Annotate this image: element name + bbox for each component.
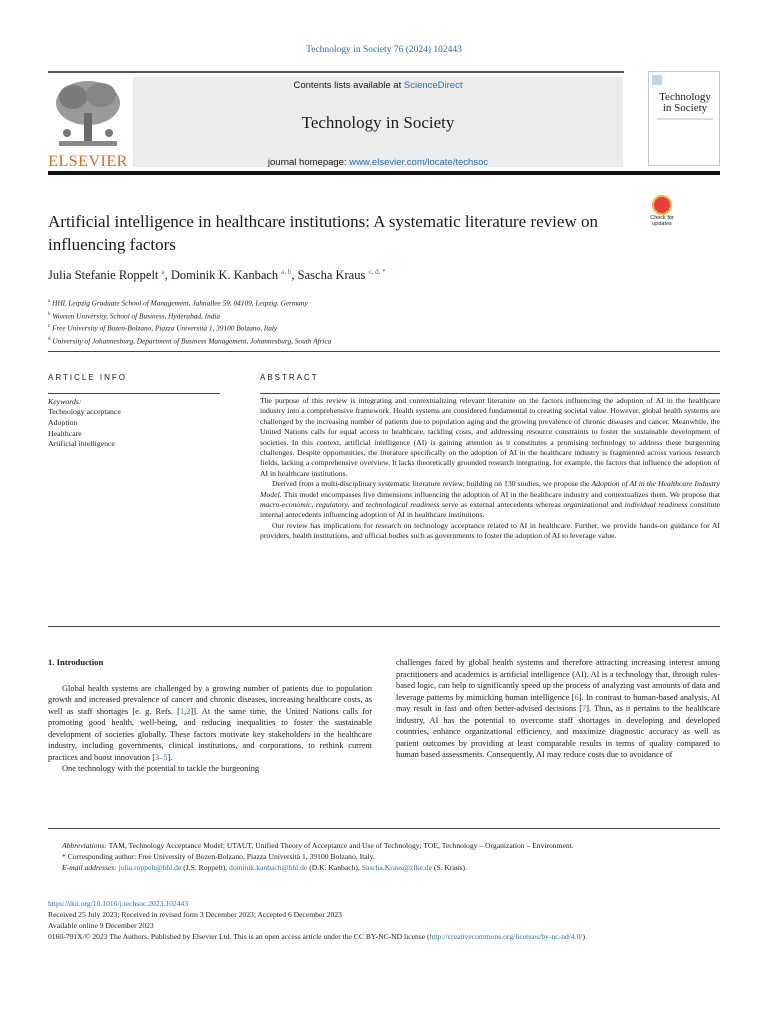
divider: [48, 626, 720, 627]
email-footnote: [48, 862, 720, 873]
affiliation-text: Woxsen University, School of Business, Hyderabad, India: [52, 311, 221, 321]
text-run: ]]. At the same time, the United Nations calls for promoting good health, well-being, and reducing inequalities to foster the sustainable development of societies globally. These factors motivate key stakeholders in the healthcare industry, including governments, clinical institutions, and corporations, to rethink current practices and boost innovation [: [48, 706, 372, 762]
cover-title-line2: in Society: [662, 102, 708, 114]
homepage-link[interactable]: www.elsevier.com/locate/techsoc: [349, 157, 489, 168]
affiliation: [48, 296, 708, 309]
text-run: constitute internal antecedents influencing adoption of AI in healthcare institutions.: [260, 500, 721, 520]
email-owner: (S. Kraus).: [431, 863, 467, 872]
sciencedirect-link[interactable]: ScienceDirect: [403, 80, 463, 91]
received-dates: Received 25 July 2023; Received in revised form 3 December 2023; Accepted 6 December 2023: [48, 910, 342, 919]
reference-link[interactable]: 2: [186, 706, 191, 716]
affiliation-sup: b: [48, 311, 51, 317]
publisher-wordmark: ELSEVIER: [48, 153, 128, 170]
affiliation: [48, 334, 708, 347]
reference-link[interactable]: 7: [582, 704, 587, 713]
emphasis: individual readiness: [624, 500, 688, 510]
text-run: ,: [184, 706, 187, 716]
keyword: Healthcare: [48, 428, 82, 438]
cover-title-line1: Technology: [659, 91, 711, 103]
text-run: and: [349, 500, 366, 510]
author-affil-sup[interactable]: a, b: [281, 268, 292, 276]
article-info-heading: ARTICLE INFO: [48, 373, 127, 382]
divider: [48, 351, 720, 352]
contents-line: [133, 80, 623, 91]
affiliations: [48, 296, 708, 347]
affiliation-text: Free University of Bozen-Bolzano, Piazza Università 1, 39100 Bolzano, Italy: [52, 323, 278, 333]
available-online: Available online 9 December 2023: [48, 921, 154, 930]
keyword: Adoption: [48, 417, 78, 427]
text-run: ]. Thus, as it pertains to the healthcare industry, AI has the potential to overcome staff shortages in developing and developed countries, enhance organizational efficiency, and maximize diagnostic accuracy as well as patient outcomes by providing at least comparable results in terms of quality compared to human based assessments. Consequently, AI may reduce costs due to avoidance of: [396, 704, 720, 759]
body-paragraph: One technology with the potential to tackle the burgeoning: [62, 764, 260, 773]
affiliation: [48, 321, 708, 334]
reference-link[interactable]: 3–5: [155, 752, 168, 762]
author-affil-sup[interactable]: c, d, *: [368, 268, 386, 276]
corresponding-author-footnote: * Corresponding author: Free University of Bozen-Bolzano, Piazza Università 1, 39100 Bolzano, Italy.: [62, 852, 375, 861]
cover-decoration: [652, 75, 662, 85]
affiliation-text: HHL Leipzig Graduate School of Management, Jahnallee 59, 04109, Leipzig, Germany: [52, 298, 308, 308]
license-link[interactable]: http://creativecommons.org/licenses/by-nc-nd/4.0/: [429, 932, 583, 941]
text-run: . This model encompasses five dimensions influencing the adoption of AI in the healthcare industry and contextualizes them. We propose that: [279, 489, 720, 499]
text-run: and: [608, 500, 625, 510]
email-link[interactable]: Sascha.Kraus@zfke.de: [361, 863, 432, 872]
email-link[interactable]: julia.roppelt@hhl.de: [118, 863, 182, 872]
abstract-body: [260, 396, 720, 542]
abstract-paragraph: The purpose of this review is integrating and contextualizing relevant literature on the factors influencing the adoption of AI in the healthcare industry into a comprehensive framework. Health systems are considered fundamental to creating societal value. However, global health systems are challenged by the increasing number of patients due to population aging and the growing prevalence of chronic diseases and cancer. Meanwhile, the United Nations calls for equal access to healthcare, tackling costs, and addressing resource constraints to foster the sustainable development of societies. In this context, artificial intelligence (AI) is gaining attention as it constitutes a promising technology to address these burgeoning challenges. Despite opportunities, the literature specifically on the adoption of AI in the healthcare industry is fragmented across various research fields, lacking a comprehensive overview. It lacks theoretically grounded research integrating, for example, the factors that influence the adoption of AI in healthcare institutions.: [260, 396, 720, 478]
author-name[interactable]: Sascha Kraus: [297, 268, 366, 283]
affiliation-sup: a: [48, 299, 51, 304]
reference-link[interactable]: 6: [574, 692, 579, 702]
affiliation: [48, 309, 708, 322]
affiliation-text: University of Johannesburg, Department of Business Management, Johannesburg, South Africa: [52, 336, 332, 346]
email-owner: (D.K. Kanbach),: [307, 863, 362, 872]
divider: [48, 828, 720, 829]
text-run: serve as external antecedents whereas: [439, 500, 564, 510]
cover-subtitle-rule: [657, 118, 713, 120]
homepage-line: [133, 157, 623, 168]
text-run: ]. In contrast to human-based analysis, AI may result in fast and often better-advised decisions [: [396, 692, 720, 713]
model-name: Adoption of AI in the Healthcare Industry Model: [260, 479, 721, 499]
abbreviations-footnote: [48, 840, 720, 851]
affiliation-sup: c: [48, 324, 51, 330]
abbreviations-text: TAM, Technology Acceptance Model; UTAUT, Unified Theory of Acceptance and Use of Technology; TOE, Technology – Organization – Environment.: [106, 841, 574, 850]
license-text: ).: [582, 932, 587, 941]
abstract-paragraph: [260, 479, 720, 521]
text-run: challenges faced by global health systems and therefore attracting increasing interest among practitioners and academics is artificial intelligence (AI). AI is a technology that, through rules-based logic, can help to significantly speed up the process of analyzing vast amounts of data and leverage patterns by mimicking human intelligence [: [396, 658, 720, 702]
license-line: [48, 931, 720, 942]
emphasis: organizational: [563, 500, 609, 510]
divider: [260, 393, 720, 394]
journal-citation[interactable]: Technology in Society 76 (2024) 102443: [306, 45, 462, 55]
text-run: Derived from a multi-disciplinary systematic literature review, building on 130 studies, we propose the: [272, 479, 592, 489]
author-affil-sup[interactable]: a: [161, 268, 165, 276]
keywords-label: Keywords:: [48, 397, 82, 406]
author-name[interactable]: Julia Stefanie Roppelt: [48, 268, 159, 283]
text-run: ].: [167, 752, 173, 762]
emphasis: technological readiness: [365, 500, 440, 510]
elsevier-logo[interactable]: [48, 77, 128, 170]
email-label: E-mail addresses:: [62, 863, 117, 872]
email-owner: (J.S. Roppelt),: [181, 863, 230, 872]
publication-info: [48, 898, 720, 942]
author-name[interactable]: Dominik K. Kanbach: [170, 268, 279, 283]
article-title: Artificial intelligence in healthcare institutions: A systematic literature review on influencing factors: [48, 212, 598, 254]
journal-header-box: [133, 77, 623, 167]
text-run: Global health systems are challenged by a growing number of patients due to population growth and increased prevalence of cancer and chronic diseases, increasing healthcare costs, as well as staff shortages [e. g. Refs. [: [48, 683, 372, 716]
abstract-heading: ABSTRACT: [260, 373, 319, 382]
keywords-list: [48, 407, 220, 450]
header-top-rule: [48, 71, 624, 73]
abstract-paragraph: Our review has implications for research on technology acceptance related to AI in healthcare. Further, we provide hands-on guidance for AI providers, health institutions, and official bodies such as governments to foster the adoption of AI to leverage value.: [260, 520, 720, 541]
reference-link[interactable]: 1: [179, 706, 185, 716]
abbreviations-label: Abbreviations:: [62, 841, 107, 850]
body-column-right: [396, 657, 720, 761]
license-text: 0160-791X/© 2023 The Authors. Published by Elsevier Ltd. This is an open access article under the CC BY-NC-ND license (: [48, 932, 430, 941]
author-list: Julia Stefanie Roppelt $^a$, Dominik K. Kanbach $^{a, b}$, Sascha Kraus $^{c, d, *}$: [48, 268, 386, 283]
footnotes: [48, 840, 720, 873]
keyword: Technology acceptance: [48, 407, 121, 416]
check-updates-icon: [652, 195, 672, 215]
section-heading-introduction: 1. Introduction: [48, 657, 104, 667]
journal-masthead: [48, 71, 720, 168]
body-column-left: [48, 657, 372, 775]
body-paragraph: [48, 683, 372, 764]
keyword: Artificial intelligence: [48, 439, 115, 449]
email-link[interactable]: dominik.kanbach@hhl.de: [229, 863, 308, 872]
emphasis: macro-economic, regulatory,: [260, 500, 350, 510]
body-paragraph: [396, 657, 720, 761]
doi-link[interactable]: https://doi.org/10.1016/j.techsoc.2023.102443: [48, 899, 189, 908]
journal-cover-thumbnail[interactable]: [648, 71, 720, 166]
homepage-prefix: journal homepage:: [267, 157, 350, 168]
affiliation-sup: d: [48, 337, 51, 343]
check-for-updates-badge[interactable]: [646, 195, 678, 231]
check-updates-label: Check for updates: [650, 215, 674, 227]
header-thick-rule: [48, 171, 720, 175]
elsevier-tree-icon: [53, 77, 123, 149]
contents-prefix: Contents lists available at: [293, 80, 404, 91]
divider: [48, 393, 220, 394]
journal-name: Technology in Society: [301, 113, 455, 132]
